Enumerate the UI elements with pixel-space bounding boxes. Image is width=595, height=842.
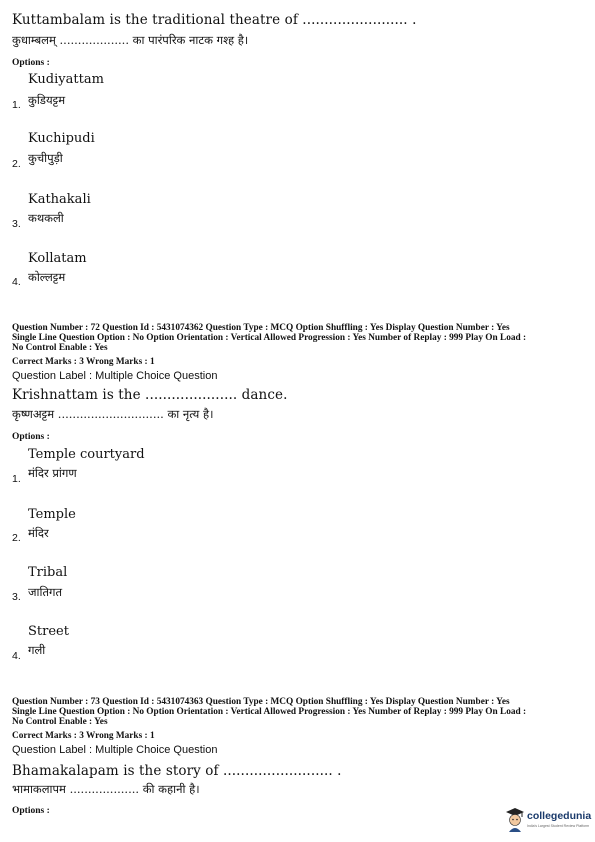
q71-text-hi: कुधाम्बलम् ................... का पारंपरिक नाटक गश्ह है। bbox=[12, 33, 249, 47]
q72-question-label: Question Label : Multiple Choice Question bbox=[12, 370, 218, 382]
q71-option-2-num: 2. bbox=[12, 158, 21, 170]
q72-meta-line-2: Single Line Question Option : No Option Orientation : Vertical Allowed Progression : Yes Number of Replay : 999 Play On Load : bbox=[12, 333, 527, 343]
q71-option-1-hi: कुडियट्टम bbox=[28, 93, 66, 107]
q72-option-2-hi: मंदिर bbox=[28, 526, 49, 540]
q71-option-1-en: Kudiyattam bbox=[28, 72, 104, 87]
q71-option-2-en: Kuchipudi bbox=[28, 131, 95, 146]
logo-tagline: India's Largest Student Review Platform bbox=[527, 824, 590, 828]
q73-marks: Correct Marks : 3 Wrong Marks : 1 bbox=[12, 731, 155, 741]
q73-question-label: Question Label : Multiple Choice Question bbox=[12, 744, 218, 756]
q72-option-4-num: 4. bbox=[12, 650, 21, 662]
q72-marks: Correct Marks : 3 Wrong Marks : 1 bbox=[12, 357, 155, 367]
graduate-mascot-icon bbox=[505, 807, 525, 833]
q71-text-en: Kuttambalam is the traditional theatre of ........................ . bbox=[12, 12, 417, 28]
q71-option-2-hi: कुचीपुड़ी bbox=[28, 151, 63, 165]
q71-option-4-num: 4. bbox=[12, 276, 21, 288]
q72-text-hi: कृष्णअट्टम ............................. का नृत्य है। bbox=[12, 407, 214, 421]
q72-option-3-en: Tribal bbox=[28, 565, 68, 580]
q72-option-4-en: Street bbox=[28, 624, 69, 639]
q72-option-2-en: Temple bbox=[28, 507, 76, 522]
q73-text-en: Bhamakalapam is the story of ......................... . bbox=[12, 763, 342, 779]
q73-options-label: Options : bbox=[12, 806, 50, 816]
q71-options-label: Options : bbox=[12, 58, 50, 68]
q71-option-4-en: Kollatam bbox=[28, 251, 87, 266]
q71-option-3-en: Kathakali bbox=[28, 192, 91, 207]
q72-option-1-hi: मंदिर प्रांगण bbox=[28, 466, 77, 480]
logo-name: collegedunia bbox=[527, 810, 592, 822]
q71-option-3-hi: कथकली bbox=[28, 211, 64, 225]
q73-meta-line-1: Question Number : 73 Question Id : 5431074363 Question Type : MCQ Option Shuffling : Yes Display Question Number : Yes bbox=[12, 697, 510, 707]
q71-option-3-num: 3. bbox=[12, 218, 21, 230]
q73-meta-line-2: Single Line Question Option : No Option Orientation : Vertical Allowed Progression : Yes Number of Replay : 999 Play On Load : bbox=[12, 707, 527, 717]
q71-option-1-num: 1. bbox=[12, 99, 21, 111]
q71-option-4-hi: कोल्लट्टम bbox=[28, 270, 66, 284]
q72-meta-line-3: No Control Enable : Yes bbox=[12, 343, 108, 353]
q72-option-3-hi: जातिगत bbox=[28, 585, 63, 599]
q72-text-en: Krishnattam is the ..................... dance. bbox=[12, 387, 288, 403]
q72-option-3-num: 3. bbox=[12, 591, 21, 603]
q72-option-2-num: 2. bbox=[12, 532, 21, 544]
q72-option-1-num: 1. bbox=[12, 473, 21, 485]
q72-option-1-en: Temple courtyard bbox=[28, 447, 145, 462]
q72-options-label: Options : bbox=[12, 432, 50, 442]
collegedunia-logo bbox=[505, 807, 590, 835]
q72-meta-line-1: Question Number : 72 Question Id : 5431074362 Question Type : MCQ Option Shuffling : Yes Display Question Number : Yes bbox=[12, 323, 510, 333]
q73-meta-line-3: No Control Enable : Yes bbox=[12, 717, 108, 727]
q73-text-hi: भामाकलापम ................... की कहानी है। bbox=[12, 782, 200, 796]
q72-option-4-hi: गली bbox=[28, 643, 46, 657]
